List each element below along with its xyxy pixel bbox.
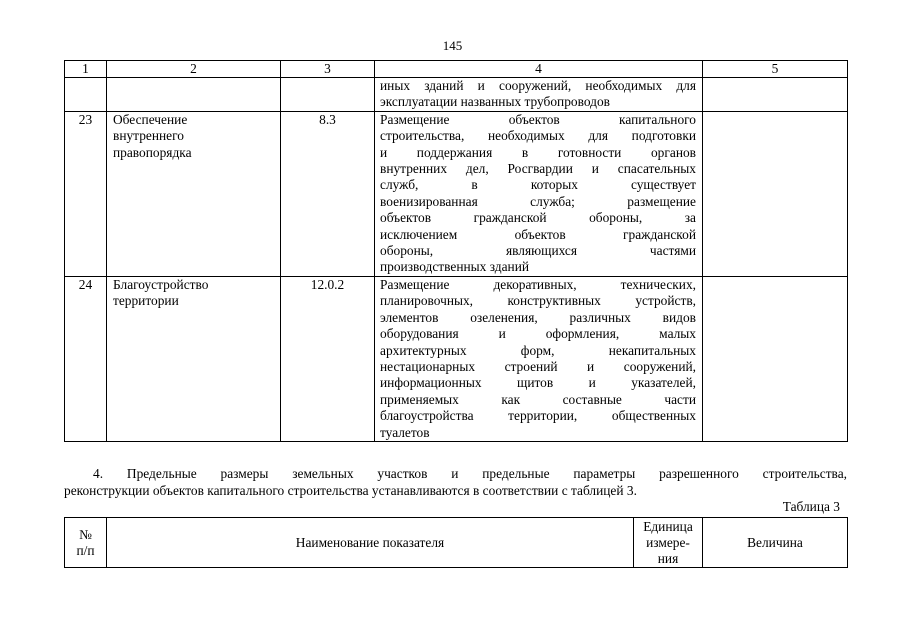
description-line: и поддержания в готовности органов — [380, 144, 696, 160]
description-line: обороны, являющихся частями — [380, 243, 696, 259]
description-line: оборудования и оформления, малых — [380, 326, 696, 342]
column-5-cell — [703, 78, 848, 112]
indicator-name-header: Наименование показателя — [107, 518, 634, 568]
column-number-4: 4 — [375, 61, 703, 78]
description-line: эксплуатации названных трубопроводов — [380, 94, 610, 110]
table-header-row — [65, 61, 848, 78]
row-number: 24 — [65, 276, 107, 441]
use-type-name — [107, 276, 281, 441]
column-number-5: 5 — [703, 61, 848, 78]
column-5-cell — [703, 276, 848, 441]
unit-header-line-2: измере- — [646, 534, 690, 550]
use-type-name-line: Обеспечение — [113, 111, 188, 127]
description-line: архитектурных форм, некапитальных — [380, 342, 696, 358]
land-use-table — [64, 60, 848, 442]
description-line: внутренних дел, Росгвардии и спасательных — [380, 161, 696, 177]
description-line: объектов гражданской обороны, за — [380, 210, 696, 226]
description-line: туалетов — [380, 424, 430, 440]
parameters-header-row — [65, 518, 848, 568]
use-type-name — [107, 78, 281, 112]
use-type-code: 8.3 — [281, 111, 375, 276]
use-type-name-line: правопорядка — [113, 144, 192, 160]
value-header: Величина — [703, 518, 848, 568]
parameters-table — [64, 517, 848, 568]
use-type-description — [375, 111, 703, 276]
description-line: исключением объектов гражданской — [380, 226, 696, 242]
number-header — [65, 518, 107, 568]
column-number-1: 1 — [65, 61, 107, 78]
use-type-code: 12.0.2 — [281, 276, 375, 441]
row-number: 23 — [65, 111, 107, 276]
table-row — [65, 78, 848, 112]
row-number — [65, 78, 107, 112]
description-line: Размещение декоративных, технических, — [380, 276, 696, 292]
description-line: служб, в которых существует — [380, 177, 696, 193]
table-row — [65, 111, 848, 276]
paragraph-4 — [64, 465, 847, 499]
column-5-cell — [703, 111, 848, 276]
description-line: планировочных, конструктивных устройств, — [380, 293, 696, 309]
page-number: 145 — [442, 38, 463, 53]
unit-header — [634, 518, 703, 568]
paragraph-line-2: реконструкции объектов капитального строительства устанавливаются в соответствии с таблицей 3. — [64, 483, 637, 498]
column-number-2: 2 — [107, 61, 281, 78]
table-caption: Таблица 3 — [782, 499, 840, 514]
number-header-line-2: п/п — [76, 542, 95, 558]
description-line: применяемых как составные части — [380, 391, 696, 407]
description-line: информационных щитов и указателей, — [380, 375, 696, 391]
unit-header-line-1: Единица — [643, 518, 693, 534]
use-type-name-line: территории — [113, 293, 179, 309]
column-number-3: 3 — [281, 61, 375, 78]
unit-header-line-3: ния — [657, 550, 679, 566]
description-line: благоустройства территории, общественных — [380, 408, 696, 424]
use-type-code — [281, 78, 375, 112]
use-type-name — [107, 111, 281, 276]
description-line: военизированная служба; размещение — [380, 193, 696, 209]
description-line: Размещение объектов капитального — [380, 111, 696, 127]
description-line: строительства, необходимых для подготовки — [380, 128, 696, 144]
use-type-description — [375, 276, 703, 441]
use-type-name-line: Благоустройство — [113, 276, 209, 292]
description-line: нестационарных строений и сооружений, — [380, 358, 696, 374]
description-line: элементов озеленения, различных видов — [380, 309, 696, 325]
table-row — [65, 276, 848, 441]
use-type-name-line: внутреннего — [113, 128, 184, 144]
description-line: иных зданий и сооружений, необходимых для — [380, 78, 696, 93]
paragraph-line-1: 4. Предельные размеры земельных участков и предельные параметры разрешенного строительства, — [93, 466, 847, 481]
description-line: производственных зданий — [380, 259, 530, 275]
use-type-description — [375, 78, 703, 112]
number-header-line-1: № — [79, 526, 92, 542]
